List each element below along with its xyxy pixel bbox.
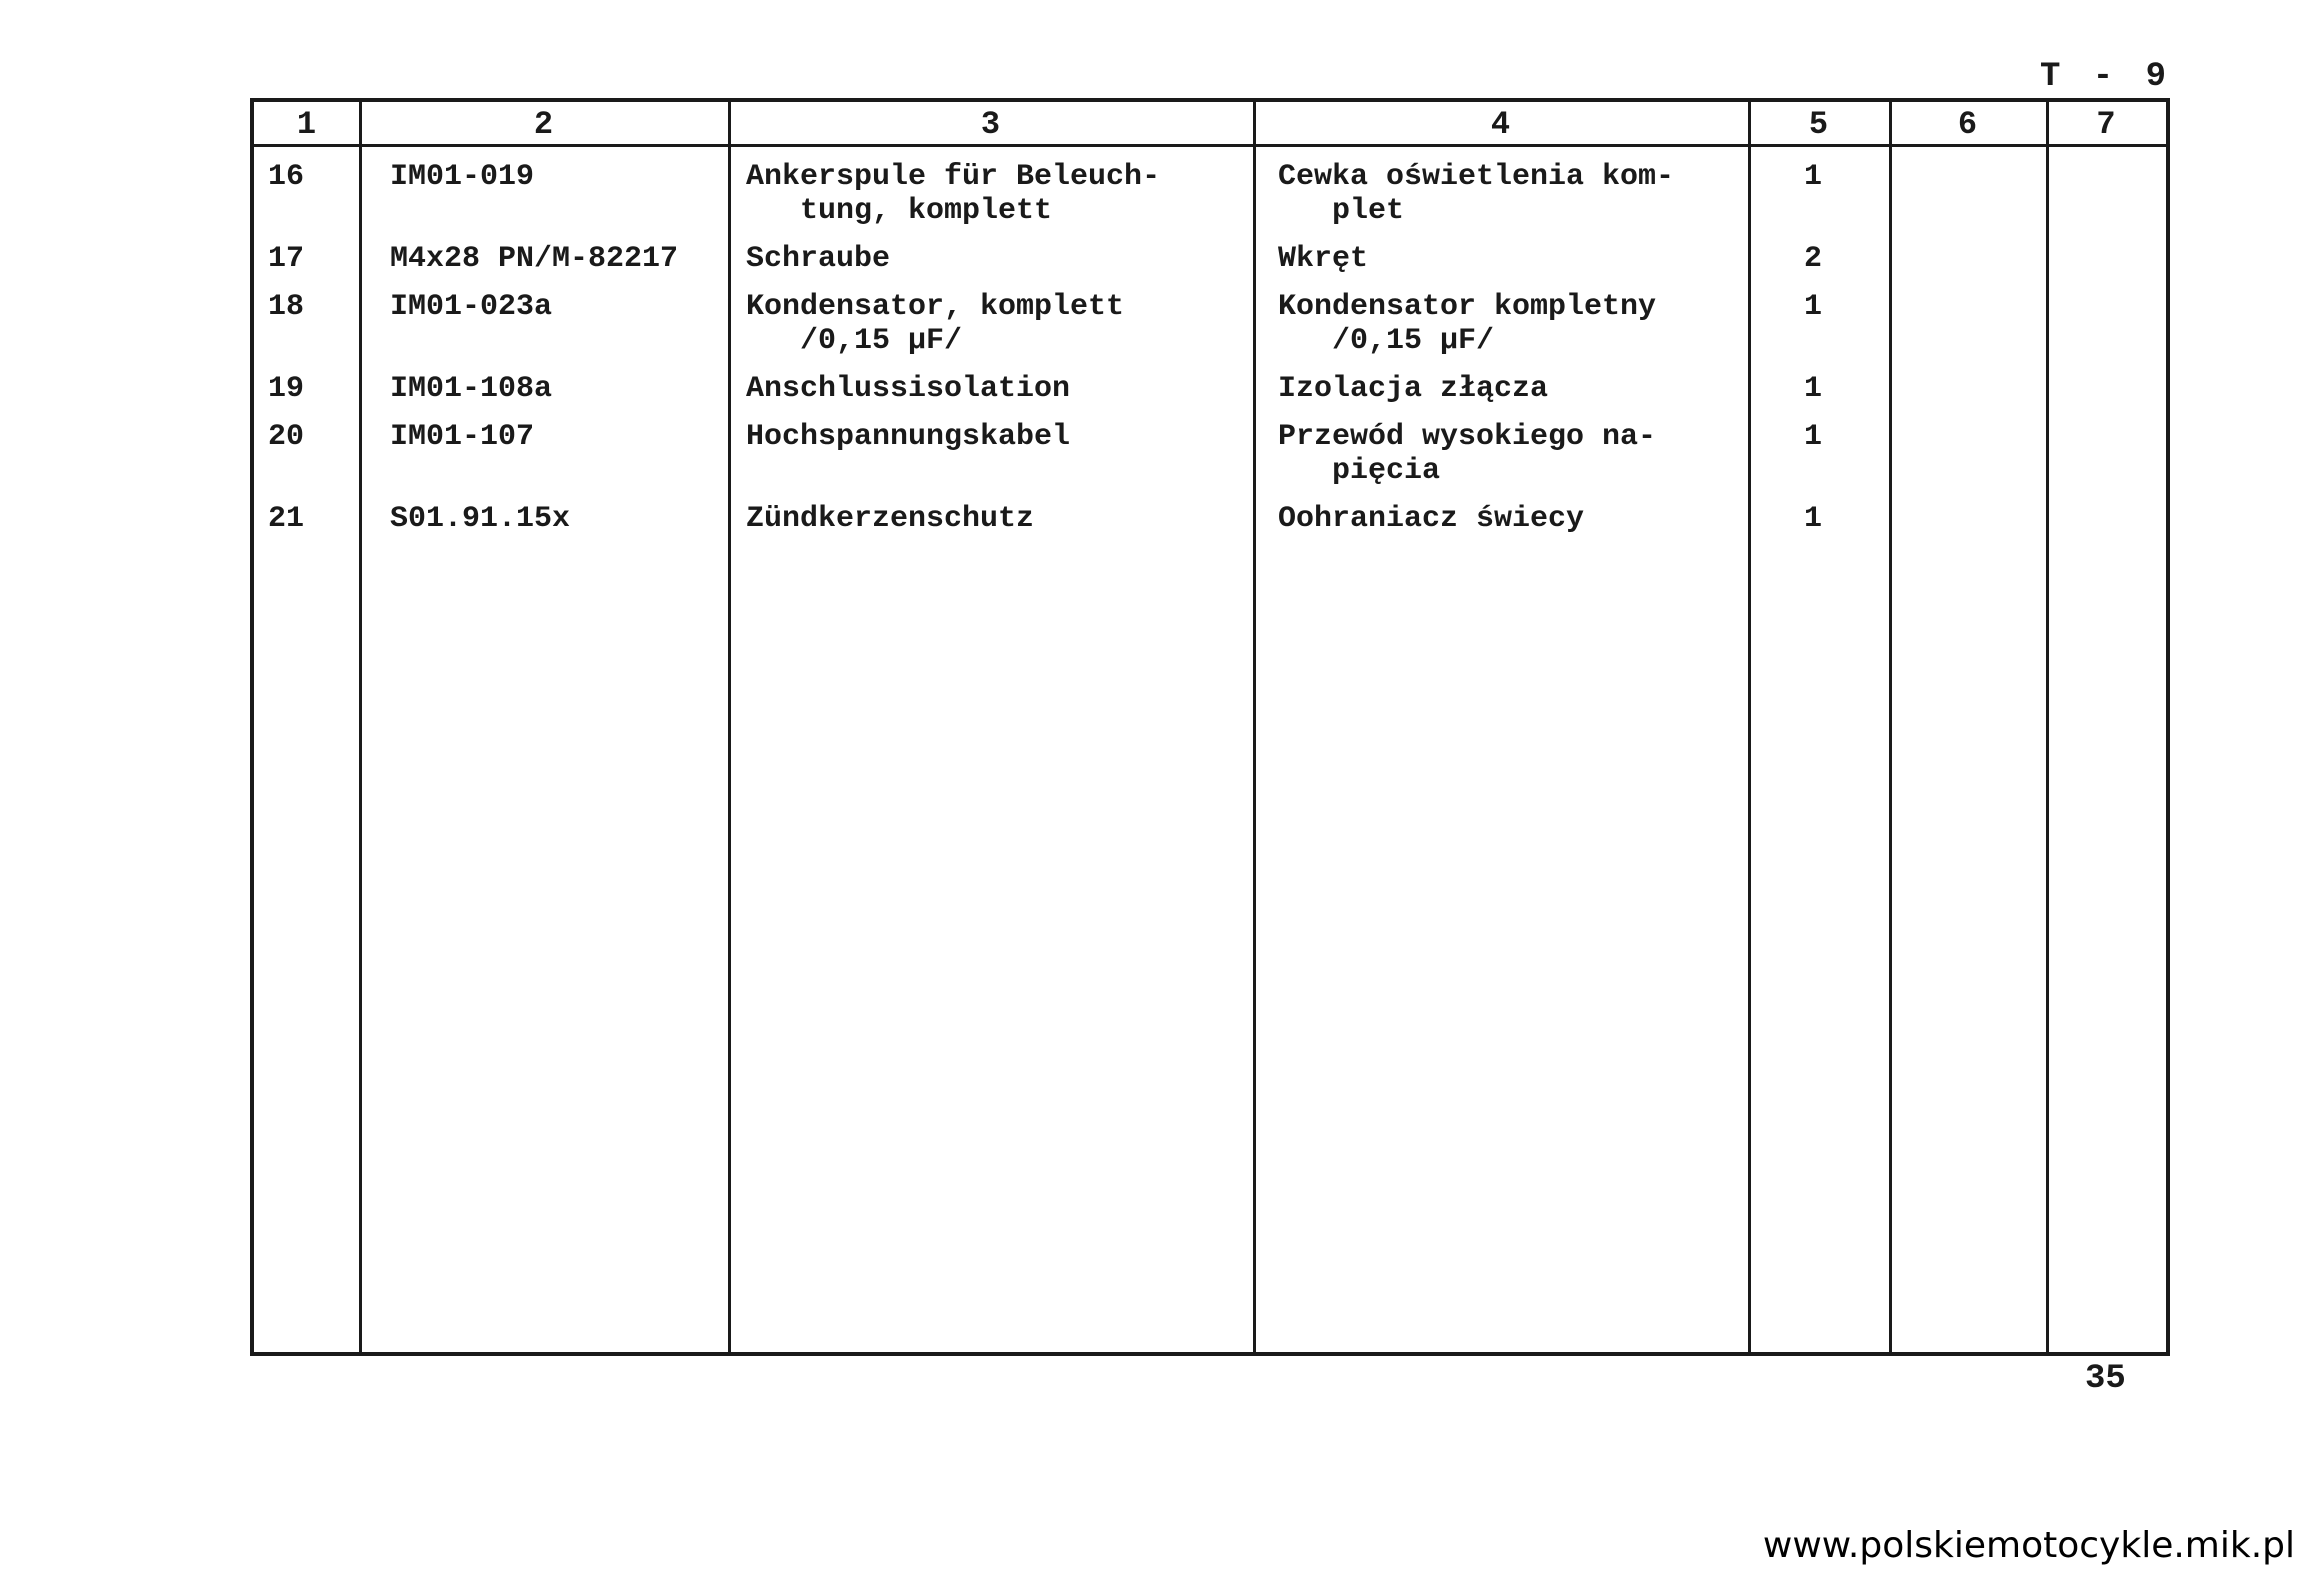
row-21-part-number: S01.91.15x [390,502,571,536]
row-17-quantity: 2 [1804,242,1823,276]
row-21-name-pl: Oohraniacz świecy [1278,502,1585,536]
column-divider [2046,102,2049,1352]
row-17-name-de: Schraube [746,242,891,276]
row-16-quantity: 1 [1804,160,1823,194]
column-header-3: 3 [980,106,1001,143]
sheet-id: T - 9 [2040,58,2173,96]
row-20-name-de: Hochspannungskabel [746,420,1071,454]
row-20-number: 20 [268,420,305,454]
column-header-1: 1 [296,106,317,143]
column-header-6: 6 [1957,106,1978,143]
row-18-name-de: Kondensator, komplett /0,15 μF/ [746,290,1125,358]
row-16-name-pl: Cewka oświetlenia kom- plet [1278,160,1675,228]
parts-table [250,98,2170,1356]
row-17-part-number: M4x28 PN/M-82217 [390,242,679,276]
column-divider [728,102,731,1352]
row-18-number: 18 [268,290,305,324]
row-18-name-pl: Kondensator kompletny /0,15 μF/ [1278,290,1657,358]
row-19-name-pl: Izolacja złącza [1278,372,1549,406]
column-header-7: 7 [2096,106,2116,143]
row-20-part-number: IM01-107 [390,420,535,454]
column-header-2: 2 [533,106,554,143]
row-16-name-de: Ankerspule für Beleuch- tung, komplett [746,160,1161,228]
column-divider [1748,102,1751,1352]
row-20-quantity: 1 [1804,420,1823,454]
header-divider [254,144,2166,147]
row-16-part-number: IM01-019 [390,160,535,194]
row-21-number: 21 [268,502,305,536]
row-19-quantity: 1 [1804,372,1823,406]
column-divider [359,102,362,1352]
row-19-name-de: Anschlussisolation [746,372,1071,406]
row-18-part-number: IM01-023a [390,290,553,324]
column-divider [1253,102,1256,1352]
page-number: 35 [2085,1360,2126,1398]
row-21-name-de: Zündkerzenschutz [746,502,1035,536]
column-header-4: 4 [1490,106,1511,143]
row-20-name-pl: Przewód wysokiego na- pięcia [1278,420,1657,488]
row-17-name-pl: Wkręt [1278,242,1369,276]
column-divider [1889,102,1892,1352]
row-17-number: 17 [268,242,305,276]
footer-watermark-url[interactable]: www.polskiemotocykle.mik.pl [1759,1525,2299,1566]
column-header-5: 5 [1808,106,1829,143]
row-19-number: 19 [268,372,305,406]
row-18-quantity: 1 [1804,290,1823,324]
row-21-quantity: 1 [1804,502,1823,536]
row-19-part-number: IM01-108a [390,372,553,406]
row-16-number: 16 [268,160,305,194]
